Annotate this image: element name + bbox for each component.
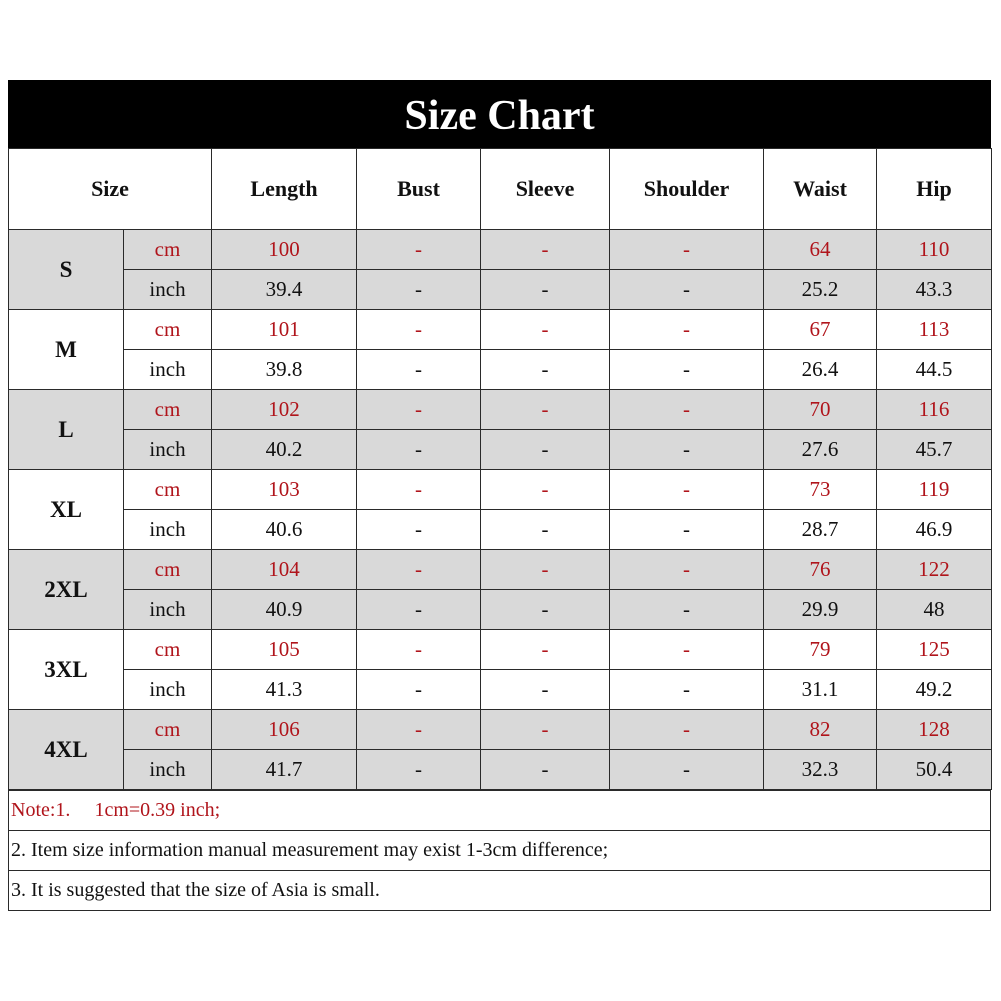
sleeve-value: - <box>481 630 610 670</box>
unit-label: inch <box>124 670 212 710</box>
note-1-text: 1cm=0.39 inch; <box>94 799 221 821</box>
sleeve-value: - <box>481 710 610 750</box>
shoulder-value: - <box>610 590 764 630</box>
table-row <box>9 550 992 590</box>
header-shoulder: Shoulder <box>610 149 764 230</box>
hip-value: 122 <box>877 550 992 590</box>
shoulder-value: - <box>610 710 764 750</box>
unit-label: cm <box>124 710 212 750</box>
unit-label: cm <box>124 310 212 350</box>
size-label: 3XL <box>9 630 124 710</box>
table-row <box>9 710 992 750</box>
sleeve-value: - <box>481 390 610 430</box>
waist-value: 64 <box>764 230 877 270</box>
shoulder-value: - <box>610 670 764 710</box>
bust-value: - <box>357 670 481 710</box>
hip-value: 116 <box>877 390 992 430</box>
waist-value: 70 <box>764 390 877 430</box>
size-label: XL <box>9 470 124 550</box>
waist-value: 29.9 <box>764 590 877 630</box>
shoulder-value: - <box>610 390 764 430</box>
bust-value: - <box>357 310 481 350</box>
sleeve-value: - <box>481 510 610 550</box>
sleeve-value: - <box>481 550 610 590</box>
bust-value: - <box>357 230 481 270</box>
sleeve-value: - <box>481 310 610 350</box>
bust-value: - <box>357 710 481 750</box>
length-value: 39.8 <box>212 350 357 390</box>
unit-label: inch <box>124 590 212 630</box>
hip-value: 44.5 <box>877 350 992 390</box>
length-value: 40.2 <box>212 430 357 470</box>
table-row <box>9 670 992 710</box>
shoulder-value: - <box>610 270 764 310</box>
sleeve-value: - <box>481 230 610 270</box>
note-1 <box>9 791 991 831</box>
length-value: 40.6 <box>212 510 357 550</box>
table-row <box>9 590 992 630</box>
notes-table <box>8 790 991 911</box>
hip-value: 49.2 <box>877 670 992 710</box>
note-3: 3. It is suggested that the size of Asia is small. <box>9 871 991 911</box>
unit-label: inch <box>124 270 212 310</box>
waist-value: 27.6 <box>764 430 877 470</box>
bust-value: - <box>357 510 481 550</box>
length-value: 39.4 <box>212 270 357 310</box>
chart-title: Size Chart <box>8 80 991 148</box>
shoulder-value: - <box>610 510 764 550</box>
hip-value: 43.3 <box>877 270 992 310</box>
length-value: 105 <box>212 630 357 670</box>
size-label: L <box>9 390 124 470</box>
waist-value: 31.1 <box>764 670 877 710</box>
size-chart <box>8 80 991 911</box>
note-1-prefix: Note:1. <box>11 799 71 821</box>
waist-value: 82 <box>764 710 877 750</box>
header-row <box>9 149 992 230</box>
waist-value: 73 <box>764 470 877 510</box>
hip-value: 50.4 <box>877 750 992 790</box>
shoulder-value: - <box>610 470 764 510</box>
table-row <box>9 310 992 350</box>
length-value: 41.3 <box>212 670 357 710</box>
bust-value: - <box>357 630 481 670</box>
shoulder-value: - <box>610 350 764 390</box>
shoulder-value: - <box>610 230 764 270</box>
waist-value: 76 <box>764 550 877 590</box>
bust-value: - <box>357 750 481 790</box>
hip-value: 110 <box>877 230 992 270</box>
hip-value: 48 <box>877 590 992 630</box>
table-row <box>9 270 992 310</box>
hip-value: 45.7 <box>877 430 992 470</box>
table-row <box>9 230 992 270</box>
waist-value: 67 <box>764 310 877 350</box>
sleeve-value: - <box>481 270 610 310</box>
length-value: 106 <box>212 710 357 750</box>
bust-value: - <box>357 270 481 310</box>
unit-label: cm <box>124 470 212 510</box>
length-value: 41.7 <box>212 750 357 790</box>
bust-value: - <box>357 470 481 510</box>
table-row <box>9 350 992 390</box>
hip-value: 119 <box>877 470 992 510</box>
table-row <box>9 430 992 470</box>
length-value: 40.9 <box>212 590 357 630</box>
unit-label: cm <box>124 550 212 590</box>
sleeve-value: - <box>481 590 610 630</box>
unit-label: cm <box>124 230 212 270</box>
hip-value: 128 <box>877 710 992 750</box>
sleeve-value: - <box>481 470 610 510</box>
sleeve-value: - <box>481 350 610 390</box>
sleeve-value: - <box>481 750 610 790</box>
shoulder-value: - <box>610 550 764 590</box>
bust-value: - <box>357 350 481 390</box>
header-bust: Bust <box>357 149 481 230</box>
bust-value: - <box>357 590 481 630</box>
size-table <box>8 148 992 790</box>
shoulder-value: - <box>610 630 764 670</box>
size-label: M <box>9 310 124 390</box>
unit-label: cm <box>124 630 212 670</box>
sleeve-value: - <box>481 670 610 710</box>
note-row <box>9 791 991 831</box>
header-length: Length <box>212 149 357 230</box>
sleeve-value: - <box>481 430 610 470</box>
length-value: 100 <box>212 230 357 270</box>
unit-label: inch <box>124 430 212 470</box>
waist-value: 26.4 <box>764 350 877 390</box>
hip-value: 46.9 <box>877 510 992 550</box>
unit-label: cm <box>124 390 212 430</box>
table-row <box>9 750 992 790</box>
header-size: Size <box>9 149 212 230</box>
note-row <box>9 871 991 911</box>
table-row <box>9 390 992 430</box>
waist-value: 79 <box>764 630 877 670</box>
waist-value: 28.7 <box>764 510 877 550</box>
header-hip: Hip <box>877 149 992 230</box>
shoulder-value: - <box>610 310 764 350</box>
size-label: 2XL <box>9 550 124 630</box>
unit-label: inch <box>124 350 212 390</box>
bust-value: - <box>357 550 481 590</box>
waist-value: 32.3 <box>764 750 877 790</box>
length-value: 101 <box>212 310 357 350</box>
table-row <box>9 470 992 510</box>
bust-value: - <box>357 390 481 430</box>
header-waist: Waist <box>764 149 877 230</box>
size-label: S <box>9 230 124 310</box>
size-label: 4XL <box>9 710 124 790</box>
shoulder-value: - <box>610 430 764 470</box>
length-value: 103 <box>212 470 357 510</box>
unit-label: inch <box>124 510 212 550</box>
table-row <box>9 510 992 550</box>
waist-value: 25.2 <box>764 270 877 310</box>
length-value: 102 <box>212 390 357 430</box>
length-value: 104 <box>212 550 357 590</box>
shoulder-value: - <box>610 750 764 790</box>
hip-value: 125 <box>877 630 992 670</box>
header-sleeve: Sleeve <box>481 149 610 230</box>
note-2: 2. Item size information manual measurement may exist 1-3cm difference; <box>9 831 991 871</box>
unit-label: inch <box>124 750 212 790</box>
note-row <box>9 831 991 871</box>
table-row <box>9 630 992 670</box>
hip-value: 113 <box>877 310 992 350</box>
bust-value: - <box>357 430 481 470</box>
